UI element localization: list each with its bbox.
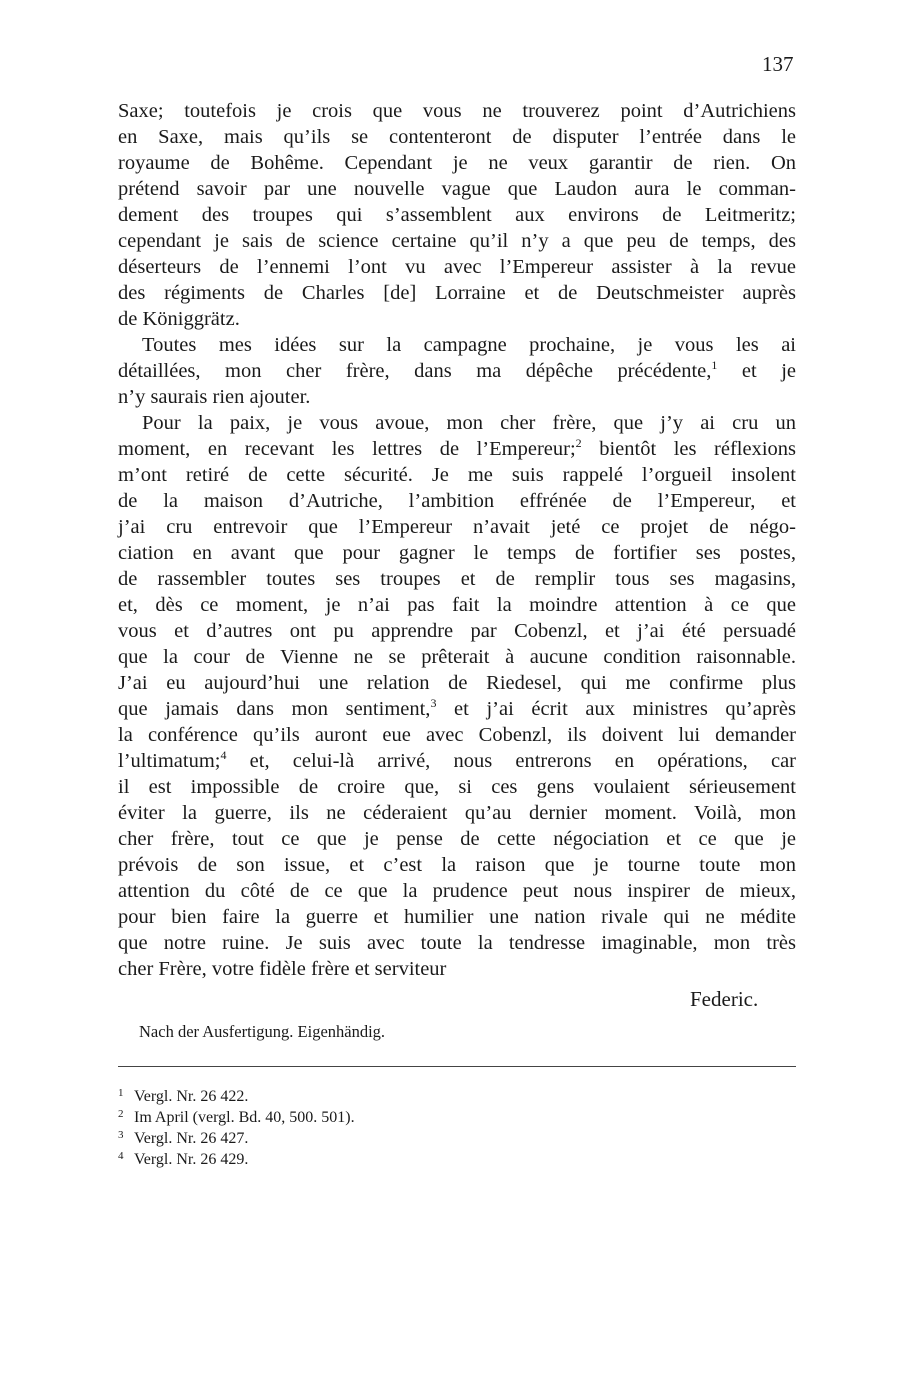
body-line: ciation en avant que pour gagner le temps de fortifier ses postes, xyxy=(118,542,796,564)
footnote-item: 2 Im April (vergl. Bd. 40, 500. 501). xyxy=(118,1108,355,1126)
source-note: Nach der Ausfertigung. Eigenhändig. xyxy=(139,1022,386,1041)
footnote-reference: 1 xyxy=(711,358,718,372)
body-line-text: l’ultimatum; xyxy=(118,750,221,772)
footnote-text: Vergl. Nr. 26 427. xyxy=(134,1130,249,1147)
page-number: 137 xyxy=(762,52,794,76)
body-line-text: détaillées, mon cher frère, dans ma dépêche précédente, xyxy=(118,360,712,382)
body-line: attention du côté de ce que la prudence peut nous inspirer de mieux, xyxy=(118,880,796,902)
body-line: déserteurs de l’ennemi l’ont vu avec l’Empereur assister à la revue xyxy=(118,256,796,278)
footnote-text: Vergl. Nr. 26 429. xyxy=(134,1151,249,1168)
body-line: de la maison d’Autriche, l’ambition effrénée de l’Empereur, et xyxy=(118,490,796,512)
body-line: dement des troupes qui s’assemblent aux environs de Leitmeritz; xyxy=(118,204,796,226)
body-line: Saxe; toutefois je crois que vous ne trouverez point d’Autrichiens xyxy=(118,100,796,122)
body-line: Pour la paix, je vous avoue, mon cher frère, que j’y ai cru un xyxy=(142,412,796,434)
body-line-text: moment, en recevant les lettres de l’Empereur; xyxy=(118,438,576,460)
body-line: vous et d’autres ont pu apprendre par Cobenzl, et j’ai été persuadé xyxy=(118,620,796,642)
body-line: de Königgrätz. xyxy=(118,308,240,330)
body-line: la conférence qu’ils auront eue avec Cobenzl, ils doivent lui demander xyxy=(118,724,796,746)
body-line: Toutes mes idées sur la campagne prochaine, je vous les ai xyxy=(142,334,796,356)
body-line: prévois de son issue, et c’est la raison que je tourne toute mon xyxy=(118,854,796,876)
body-line-with-footnote xyxy=(118,696,796,722)
body-line: m’ont retiré de cette sécurité. Je me suis rappelé l’orgueil insolent xyxy=(118,464,796,486)
body-line: de rassembler toutes ses troupes et de remplir tous ses magasins, xyxy=(118,568,796,590)
body-line: des régiments de Charles [de] Lorraine et de Deutschmeister auprès xyxy=(118,282,796,304)
body-line: que la cour de Vienne ne se prêterait à aucune condition raisonnable. xyxy=(118,646,796,668)
body-line: en Saxe, mais qu’ils se contenteront de disputer l’entrée dans le xyxy=(118,126,796,148)
body-line: il est impossible de croire que, si ces gens voulaient sérieusement xyxy=(118,776,796,798)
footnote-divider xyxy=(118,1066,796,1067)
body-line: cependant je sais de science certaine qu’il n’y a que peu de temps, des xyxy=(118,230,796,252)
body-line: éviter la guerre, ils ne céderaient qu’au dernier moment. Voilà, mon xyxy=(118,802,796,824)
body-line: j’ai cru entrevoir que l’Empereur n’avait jeté ce projet de négo- xyxy=(118,516,796,538)
body-line: J’ai eu aujourd’hui une relation de Riedesel, qui me confirme plus xyxy=(118,672,796,694)
footnote-item: 4 Vergl. Nr. 26 429. xyxy=(118,1150,249,1168)
body-line-tail: et je xyxy=(717,360,796,382)
body-line-text: que jamais dans mon sentiment, xyxy=(118,698,431,720)
body-line: cher Frère, votre fidèle frère et serviteur xyxy=(118,958,447,980)
footnote-reference: 4 xyxy=(220,748,227,762)
footnotes xyxy=(118,1086,618,1170)
footnote-text: Vergl. Nr. 26 422. xyxy=(134,1088,249,1105)
body-line: n’y saurais rien ajouter. xyxy=(118,386,311,408)
body-line-with-footnote xyxy=(118,436,796,462)
signature: Federic. xyxy=(690,987,759,1011)
body-line: cher frère, tout ce que je pense de cette négociation et ce que je xyxy=(118,828,796,850)
body-line: et, dès ce moment, je n’ai pas fait la moindre attention à ce que xyxy=(118,594,796,616)
footnote-text: Im April (vergl. Bd. 40, 500. 501). xyxy=(134,1109,355,1126)
footnote-item: 3 Vergl. Nr. 26 427. xyxy=(118,1129,249,1147)
body-line-tail: bientôt les réflexions xyxy=(581,438,796,460)
body-line: royaume de Bohême. Cependant je ne veux garantir de rien. On xyxy=(118,152,796,174)
footnote-item: 1 Vergl. Nr. 26 422. xyxy=(118,1087,249,1105)
body-line-tail: et, celui-là arrivé, nous entrerons en opérations, car xyxy=(226,750,796,772)
body-line: que notre ruine. Je suis avec toute la tendresse imaginable, mon très xyxy=(118,932,796,954)
body-line-tail: et j’ai écrit aux ministres qu’après xyxy=(436,698,796,720)
body-line-with-footnote xyxy=(118,748,796,774)
body-line: pour bien faire la guerre et humilier une nation rivale qui ne médite xyxy=(118,906,796,928)
body-line-with-footnote xyxy=(118,358,796,384)
body-line: prétend savoir par une nouvelle vague que Laudon aura le comman- xyxy=(118,178,796,200)
letter-body xyxy=(118,98,796,982)
footnote-reference: 2 xyxy=(575,436,582,450)
footnote-reference: 3 xyxy=(430,696,437,710)
